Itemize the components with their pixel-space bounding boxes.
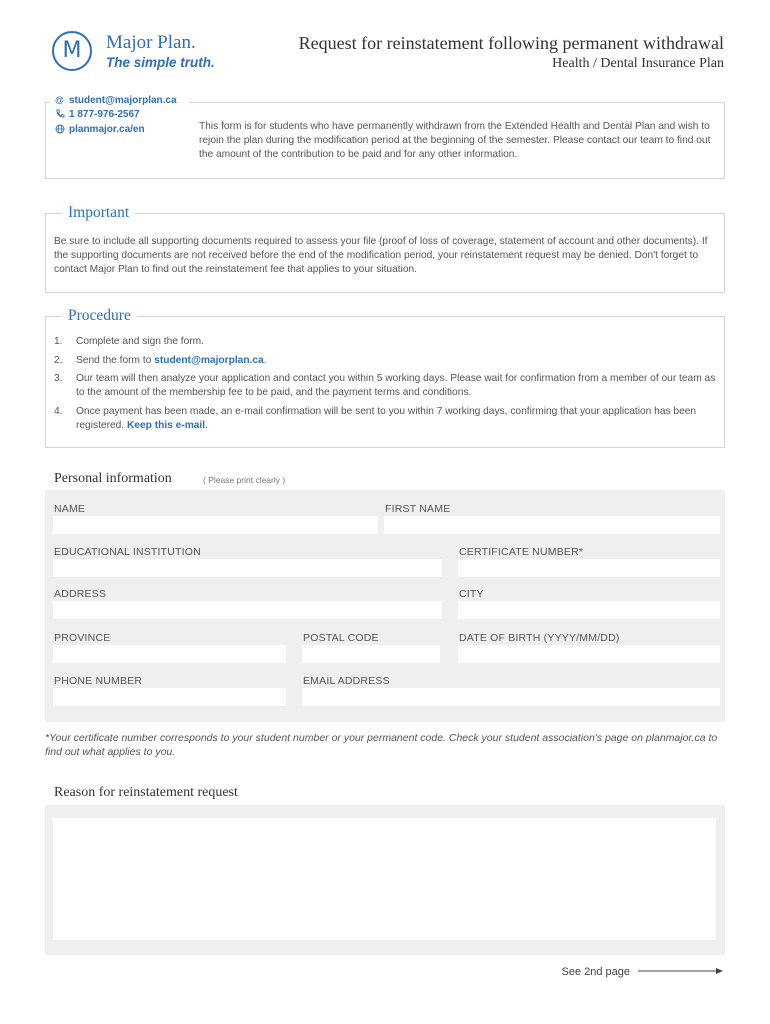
brand-name: Major Plan. <box>106 32 196 53</box>
city-field[interactable] <box>458 601 720 619</box>
postal-code-field[interactable] <box>302 645 440 663</box>
see-next-page <box>561 966 724 978</box>
personal-info-hint: ( Please print clearly ) <box>203 475 286 485</box>
brand-logo <box>52 31 92 71</box>
page-subtitle: Health / Dental Insurance Plan <box>552 56 724 71</box>
contact-email[interactable] <box>54 95 177 106</box>
phone-icon <box>54 109 65 120</box>
certificate-field[interactable] <box>458 559 720 577</box>
province-field[interactable] <box>53 645 286 663</box>
name-field[interactable] <box>53 516 378 534</box>
at-icon: @ <box>54 95 65 105</box>
step-email-link[interactable]: student@majorplan.ca <box>154 355 264 366</box>
phone-label: PHONE NUMBER <box>54 675 143 687</box>
city-label: CITY <box>459 588 484 600</box>
dob-field[interactable] <box>458 645 720 663</box>
step-number: 1. <box>54 336 63 347</box>
address-field[interactable] <box>53 601 442 619</box>
first-name-field[interactable] <box>384 516 720 534</box>
page-title: Request for reinstatement following permanent withdrawal <box>298 33 724 53</box>
contact-email-text: student@majorplan.ca <box>69 95 177 106</box>
institution-label: EDUCATIONAL INSTITUTION <box>54 546 201 558</box>
step-text-wrap <box>76 405 718 433</box>
important-title: Important <box>62 204 135 222</box>
contact-website[interactable] <box>54 124 145 135</box>
first-name-label: FIRST NAME <box>385 503 451 515</box>
step-text-wrap <box>76 354 267 368</box>
reason-heading: Reason for reinstatement request <box>54 785 238 800</box>
arrow-right-icon <box>638 966 724 978</box>
phone-field[interactable] <box>53 688 286 706</box>
brand-tagline: The simple truth. <box>106 55 215 70</box>
procedure-step-1 <box>54 335 718 349</box>
logo-letter: M <box>62 38 82 63</box>
address-label: ADDRESS <box>54 588 107 600</box>
step-number: 4. <box>54 406 63 417</box>
step-number: 2. <box>54 355 63 366</box>
name-label: NAME <box>54 503 86 515</box>
globe-icon <box>54 124 65 135</box>
step-text: Our team will then analyze your application and contact you within 5 working days. Please wait for confirmation from a member of our team as to the amount of the membership fee to be paid, and the payment terms and conditions. <box>76 373 716 398</box>
procedure-step-4 <box>54 405 718 433</box>
personal-info-heading: Personal information <box>54 471 172 486</box>
email-field[interactable] <box>302 688 720 706</box>
certificate-footnote: *Your certificate number corresponds to your student number or your permanent code. Check your student association's page on planmajor.ca to find out what applies to you. <box>45 732 718 758</box>
step-text: Send the form to <box>76 355 155 366</box>
step-text: Complete and sign the form. <box>76 336 204 347</box>
step-keep-email: Keep this e-mail <box>126 420 206 431</box>
contact-phone-text: 1 877-976-2567 <box>69 109 140 120</box>
contact-website-text: planmajor.ca/en <box>69 124 145 135</box>
procedure-step-2 <box>54 354 718 368</box>
important-text: Be sure to include all supporting documents required to assess your file (proof of loss of coverage, statement of account and other documents). If the supporting documents are not received before the end of the modification period, your reinstatement request may be denied. Don't forget to contact Major Plan to find out the reinstatement fee that applies to your situation. <box>54 236 708 275</box>
email-label: EMAIL ADDRESS <box>303 675 390 687</box>
procedure-step-3 <box>54 372 718 400</box>
certificate-label: CERTIFICATE NUMBER* <box>459 546 584 558</box>
dob-label: DATE OF BIRTH (YYYY/MM/DD) <box>459 632 620 644</box>
postal-code-label: POSTAL CODE <box>303 632 379 644</box>
institution-field[interactable] <box>53 559 442 577</box>
step-number: 3. <box>54 373 63 384</box>
contact-phone[interactable] <box>54 109 140 120</box>
province-label: PROVINCE <box>54 632 111 644</box>
step-text-after: . <box>205 420 208 431</box>
see-next-page-text: See 2nd page <box>561 966 630 978</box>
step-text: Once payment has been made, an e-mail confirmation will be sent to you within 7 working days, confirming that your application has been registered. <box>76 406 697 431</box>
step-text-after: . <box>263 355 267 366</box>
procedure-title: Procedure <box>62 307 137 325</box>
reason-textarea[interactable] <box>53 818 716 940</box>
intro-text: This form is for students who have permanently withdrawn from the Extended Health and Dental Plan and wish to rejoin the plan during the modification period at the beginning of the semester. Please contact our team to find out the amount of the contribution to be paid and for any other information. <box>199 121 711 160</box>
